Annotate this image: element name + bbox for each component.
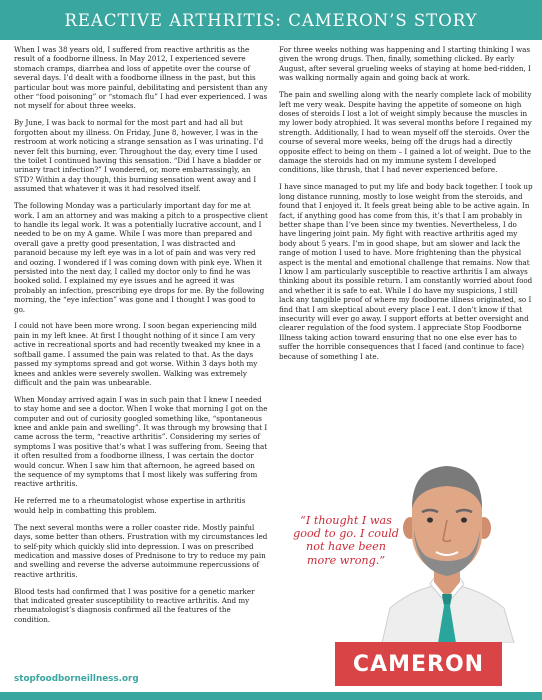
story-paragraph: For three weeks nothing was happening and I starting thinking I was given the wrong drugs. Then, finally, something clicked. By early August, after several grueling weeks of staying at home bed-ridden, I was walking normally again and going back at work. (279, 45, 531, 83)
story-paragraph: The next several months were a roller coaster ride. Mostly painful days, some better than others. Frustration with my circumstances led to self-pity which quickly slid into depression. I was on prescribed medication and massive doses of Prednisone to try to reduce my pain and swelling and reverse the adverse autoimmune repercussions of reactive arthritis. (14, 522, 268, 579)
header-banner (0, 0, 542, 40)
page-title: REACTIVE ARTHRITIS: CAMERON’S STORY (64, 10, 478, 30)
story-paragraph: When I was 38 years old, I suffered from reactive arthritis as the result of a foodborne illness. In May 2012, I experienced severe stomach cramps, diarrhea and loss of appetite over the course of several days. I’d dealt with a foodborne illness in the past, but this particular bout was more painful, debilitating and persistent than any other “food poisoning” or “stomach flu” I had ever experienced. I was not myself for about three weeks. (14, 45, 268, 111)
story-paragraph: He referred me to a rheumatologist whose expertise in arthritis would help in combatting this problem. (14, 496, 246, 515)
story-paragraph: I could not have been more wrong. I soon began experiencing mild pain in my left knee. At first I thought nothing of it since I am very active in recreational sports and had recently tweaked my knee in a softball game. I assumed the pain was related to that. As the days passed my symptoms spread and got worse. Within 3 days both my knees and ankles were severely swollen. Walking was extremely difficult and the pain was unbearable. (14, 321, 261, 387)
pull-quote: “I thought I was good to go. I could not have been more wrong.” (293, 514, 399, 567)
website-link[interactable]: stopfoodborneillness.org (14, 674, 139, 684)
story-paragraph: By June, I was back to normal for the most part and had all but forgotten about my illness. On Friday, June 8, however, I was in the restroom at work noticing a strange sensation as I was urinating. I’d never felt this burning, ever. Throughout the day, every time I used the toilet I continued having this sensation. “Did I have a bladder or urinary tract infection?” I wondered, or, more embarrassingly, an STD? Within a day though, this burning sensation went away and I assumed that whatever it was it had resolved itself. (14, 118, 264, 194)
story-paragraph: When Monday arrived again I was in such pain that I knew I needed to stay home and see a doctor. When I woke that morning I got on the computer and out of curiosity googled something like, “spontaneous knee and ankle pain and swelling”. It was through my browsing that I came across the term, “reactive arthritis”. Considering my series of symptoms I was positive that’s what I was suffering from. Seeing that it often resulted from a foodborne illness, I was certain the doctor would concur. When I saw him that afternoon, he agreed based on the sequence of my symptoms that I most likely was suffering from reactive arthritis. (14, 394, 268, 489)
cameron-portrait-illustration (372, 458, 522, 643)
right-column (279, 45, 534, 369)
person-name: CAMERON (352, 651, 485, 677)
story-paragraph: The following Monday was a particularly important day for me at work. I am an attorney and was making a pitch to a prospective client to handle its legal work. It was a potentially lucrative account, and I needed to be on my A game. While I was more than prepared and overall gave a pretty good presentation, I was distracted and paranoid because my left eye was in a lot of pain and was very red and oozing. I wondered if I was coming down with pink eye. When it persisted into the next day, I called my doctor only to find he was booked solid. I explained my eye issues and he agreed it was probably an infection, prescribing eye drops for me. By the following morning, the “eye infection” was gone and I thought I was good to go. (14, 201, 268, 314)
story-paragraph: I have since managed to put my life and body back together. I took up long distance running, mostly to lose weight from the steroids, and found that I enjoyed it. It feels great being able to be active again. In fact, if anything good has come from this, it’s that I am probably in better shape than I’ve been since my twenties. Nevertheless, I do have lingering joint pain. My fight with reactive arthritis aged my body about 5 years. I’m in good shape, but am slower and lack the range of motion I used to have. More frightening than the physical aspect is the mental and emotional challenge that remains. Now that I know I am particularly susceptible to reactive arthritis I am always thinking about its possible return. I am constantly worried about food and whether it is safe to eat. While I do have my suspicions, I still lack any tangible proof of where my foodborne illness originated, so I find that I am skeptical about every place I eat. I don’t know if that insecurity will ever go away. I support efforts at better oversight and clearer regulation of the food system. I appreciate Stop Foodborne Illness taking action toward ensuring that no one else ever has to suffer the horrible consequences that I faced (and continue to face) because of something I ate. (279, 182, 533, 361)
left-column (14, 45, 268, 632)
story-paragraph: The pain and swelling along with the nearly complete lack of mobility left me very weak. Despite having the appetite of someone on high doses of steroids I lost a lot of weight simply because the muscles in my lower body atrophied. It was several months before I regained my strength. Additionally, I had to wean myself off the steroids. Over the course of several more weeks, being off the drugs had a directly opposite effect to being on them – I gained a lot of weight. Due to the damage the steroids had on my immune system I developed conditions, like thrush, that I had never experienced before. (279, 90, 532, 175)
name-banner (335, 642, 502, 686)
bottom-edge-bar (0, 692, 542, 700)
story-paragraph: Blood tests had confirmed that I was positive for a genetic marker that indicated greater susceptibility to reactive arthritis. And my rheumatologist’s diagnosis confirmed all the features of the condition. (14, 586, 255, 624)
